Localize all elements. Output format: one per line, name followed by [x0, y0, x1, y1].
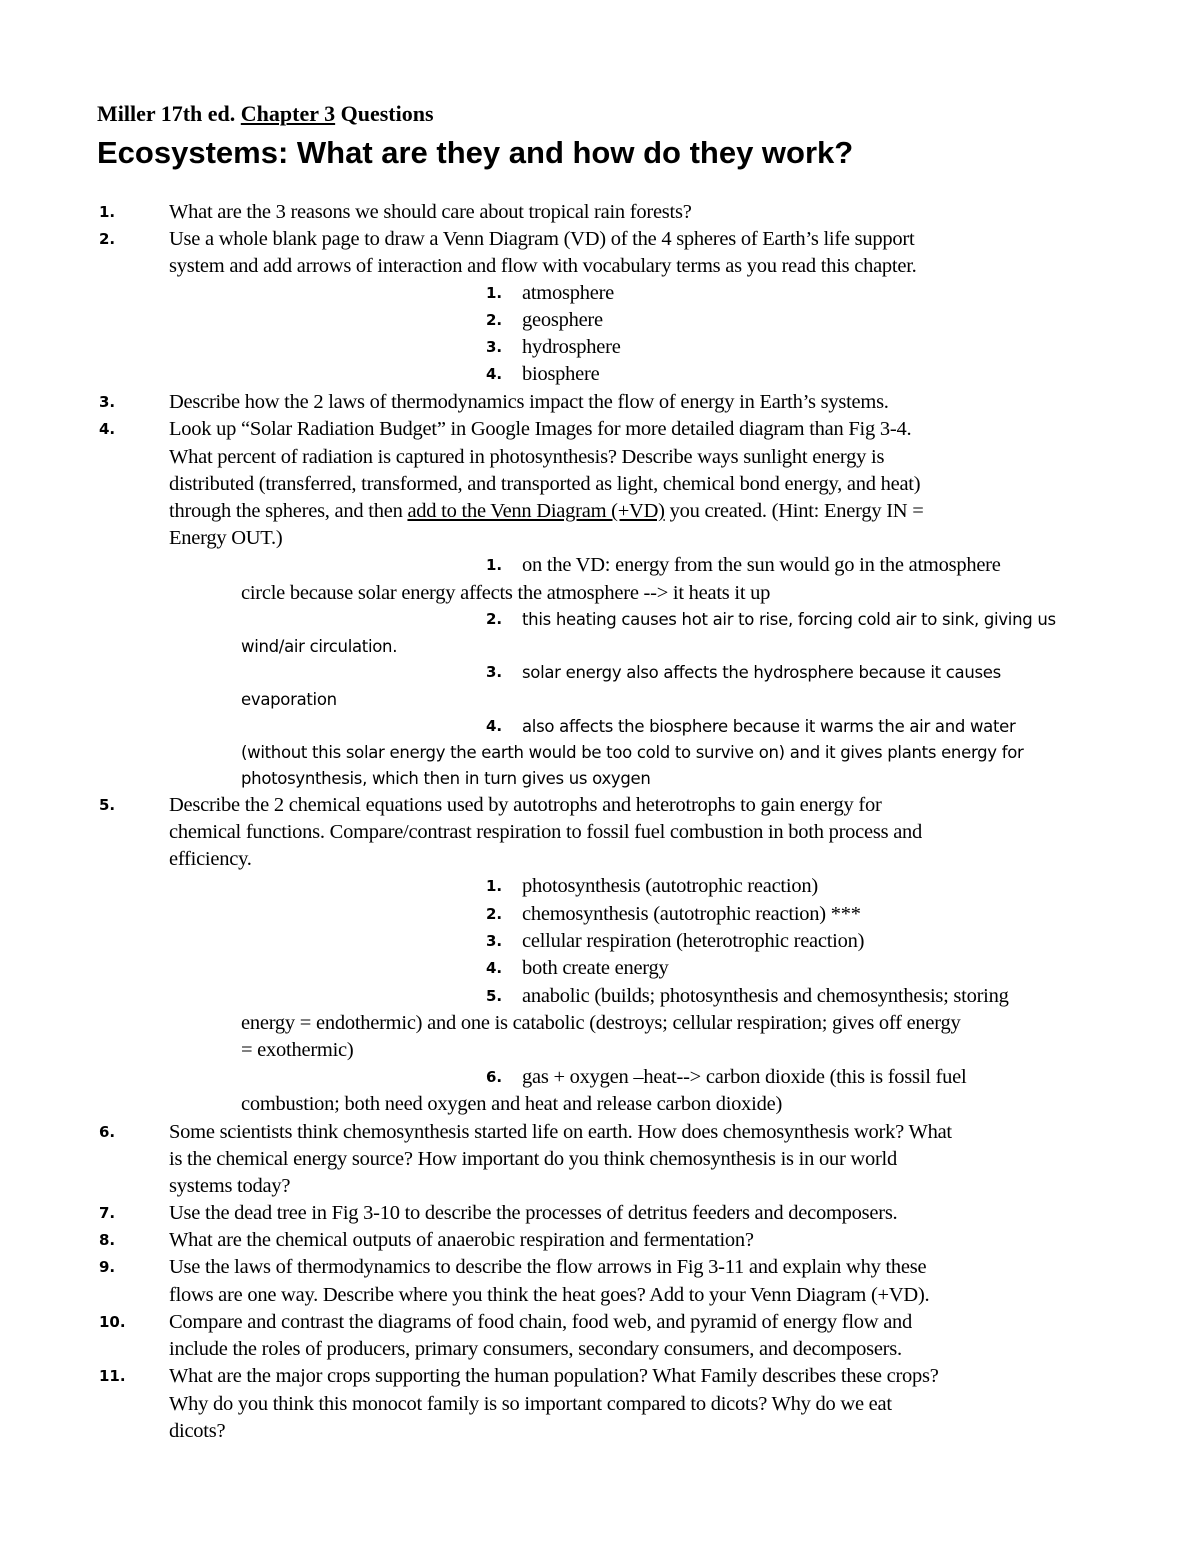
answer-text: = exothermic)	[241, 1039, 354, 1061]
list-number: 5.	[486, 987, 503, 1005]
question-4-line: What percent of radiation is captured in photosynthesis? Describe ways sunlight energy is	[169, 446, 885, 468]
heading-text: Miller 17th ed.	[97, 101, 241, 126]
list-number: 3.	[486, 932, 503, 950]
question-5-line: Describe the 2 chemical equations used by autotrophs and heterotrophs to gain energy for	[169, 794, 882, 816]
answer-text: solar energy also affects the hydrosphere because it causes	[522, 663, 1001, 682]
answer-text: energy = endothermic) and one is catabolic (destroys; cellular respiration; gives off energy	[241, 1012, 961, 1034]
text-span: through the spheres, and then	[169, 500, 408, 522]
question-11-line: Why do you think this monocot family is so important compared to dicots? Why do we eat	[169, 1393, 892, 1415]
underlined-text: add to the Venn Diagram (+VD)	[407, 500, 665, 522]
answer-text: circle because solar energy affects the atmosphere --> it heats it up	[241, 582, 771, 604]
heading-text-end: Questions	[335, 101, 434, 126]
question-6-line: Some scientists think chemosynthesis started life on earth. How does chemosynthesis work? What	[169, 1121, 952, 1143]
question-5-line: chemical functions. Compare/contrast respiration to fossil fuel combustion in both process and	[169, 821, 923, 843]
question-number: 7.	[99, 1204, 116, 1222]
answer-number: 2.	[486, 610, 503, 628]
question-8-line: What are the chemical outputs of anaerobic respiration and fermentation?	[169, 1229, 754, 1251]
answer-number: 3.	[486, 663, 503, 681]
list-item: chemosynthesis (autotrophic reaction) ***	[522, 903, 861, 925]
question-number: 8.	[99, 1231, 116, 1249]
list-number: 1.	[486, 284, 503, 302]
question-number: 6.	[99, 1123, 116, 1141]
answer-number: 4.	[486, 717, 503, 735]
question-9-line: flows are one way. Describe where you think the heat goes? Add to your Venn Diagram (+VD).	[169, 1284, 930, 1306]
answer-text: evaporation	[241, 690, 337, 709]
list-item: atmosphere	[522, 282, 614, 304]
answer-text: (without this solar energy the earth would be too cold to survive on) and it gives plants energy for	[241, 743, 1024, 762]
question-9-line: Use the laws of thermodynamics to describe the flow arrows in Fig 3-11 and explain why these	[169, 1256, 927, 1278]
list-number: 2.	[486, 905, 503, 923]
list-item: hydrosphere	[522, 336, 621, 358]
question-2-line: system and add arrows of interaction and flow with vocabulary terms as you read this chapter.	[169, 255, 917, 277]
answer-text: also affects the biosphere because it warms the air and water	[522, 717, 1016, 736]
question-11-line: What are the major crops supporting the human population? What Family describes these crops?	[169, 1365, 939, 1387]
answer-text: anabolic (builds; photosynthesis and chemosynthesis; storing	[522, 985, 1009, 1007]
question-3-line: Describe how the 2 laws of thermodynamics impact the flow of energy in Earth’s systems.	[169, 391, 889, 413]
list-number: 4.	[486, 365, 503, 383]
answer-text: combustion; both need oxygen and heat and release carbon dioxide)	[241, 1093, 783, 1115]
chapter-label: Chapter 3	[240, 101, 336, 126]
question-4-line: Look up “Solar Radiation Budget” in Google Images for more detailed diagram than Fig 3-4.	[169, 418, 912, 440]
question-1-line: What are the 3 reasons we should care about tropical rain forests?	[169, 201, 692, 223]
question-10-line: Compare and contrast the diagrams of food chain, food web, and pyramid of energy flow and	[169, 1311, 913, 1333]
question-5-line: efficiency.	[169, 848, 252, 870]
list-number: 3.	[486, 338, 503, 356]
list-item: biosphere	[522, 363, 600, 385]
list-item: both create energy	[522, 957, 669, 979]
question-2-line: Use a whole blank page to draw a Venn Diagram (VD) of the 4 spheres of Earth’s life support	[169, 228, 915, 250]
list-item: photosynthesis (autotrophic reaction)	[522, 875, 818, 897]
question-number: 3.	[99, 393, 116, 411]
list-number: 1.	[486, 877, 503, 895]
question-number: 10.	[99, 1313, 126, 1331]
question-number: 5.	[99, 796, 116, 814]
page-title: Ecosystems: What are they and how do they work?	[97, 135, 854, 170]
question-number: 4.	[99, 420, 116, 438]
answer-text: gas + oxygen –heat--> carbon dioxide (this is fossil fuel	[522, 1066, 967, 1088]
list-number: 2.	[486, 311, 503, 329]
answer-number: 1.	[486, 556, 503, 574]
list-number: 6.	[486, 1068, 503, 1086]
question-number: 11.	[99, 1367, 126, 1385]
answer-text: on the VD: energy from the sun would go in the atmosphere	[522, 554, 1001, 576]
question-4-line	[169, 498, 924, 525]
question-4-line: Energy OUT.)	[169, 527, 283, 549]
question-10-line: include the roles of producers, primary consumers, secondary consumers, and decomposers.	[169, 1338, 902, 1360]
answer-text: photosynthesis, which then in turn gives us oxygen	[241, 769, 651, 788]
course-heading	[97, 101, 434, 127]
question-number: 9.	[99, 1258, 116, 1276]
question-number: 1.	[99, 203, 116, 221]
list-number: 4.	[486, 959, 503, 977]
question-4-line: distributed (transferred, transformed, and transported as light, chemical bond energy, and heat)	[169, 473, 921, 495]
question-number: 2.	[99, 230, 116, 248]
question-6-line: is the chemical energy source? How important do you think chemosynthesis is in our world	[169, 1148, 898, 1170]
answer-text: wind/air circulation.	[241, 637, 398, 656]
answer-text: this heating causes hot air to rise, forcing cold air to sink, giving us	[522, 610, 1056, 629]
question-7-line: Use the dead tree in Fig 3-10 to describe the processes of detritus feeders and decomposers.	[169, 1202, 898, 1224]
question-11-line: dicots?	[169, 1420, 226, 1442]
list-item: geosphere	[522, 309, 603, 331]
question-6-line: systems today?	[169, 1175, 291, 1197]
text-span: you created. (Hint: Energy IN =	[664, 500, 924, 522]
list-item: cellular respiration (heterotrophic reaction)	[522, 930, 865, 952]
